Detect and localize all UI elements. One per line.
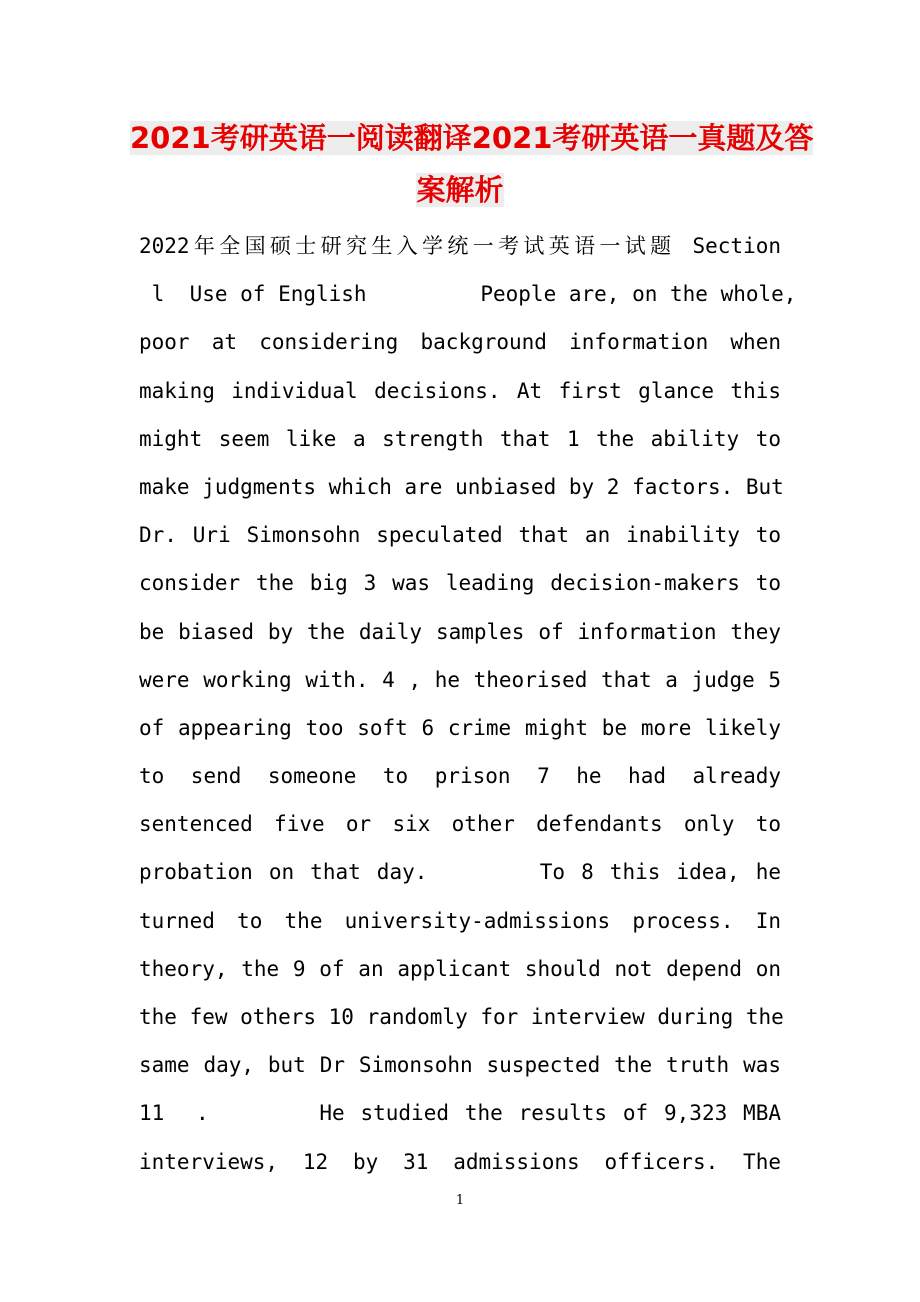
title-line-2: 案解析	[416, 173, 504, 207]
title-line-1: 2021考研英语一阅读翻译2021考研英语一真题及答	[130, 121, 814, 155]
body-line: might seem like a strength that 1 the ability to	[139, 426, 781, 451]
body-line: l Use of English People are, on the whole,	[139, 282, 797, 307]
document-body	[139, 222, 797, 1186]
body-line: be biased by the daily samples of information they	[139, 619, 781, 644]
body-line: turned to the university-admissions process. In	[139, 908, 781, 933]
body-line: to send someone to prison 7 he had already	[139, 764, 781, 789]
body-line: consider the big 3 was leading decision-makers to	[139, 571, 781, 596]
document-title	[130, 112, 814, 216]
body-line: theory, the 9 of an applicant should not depend on	[139, 956, 781, 981]
body-line: make judgments which are unbiased by 2 factors. But	[139, 474, 784, 499]
body-line: interviews, 12 by 31 admissions officers. The	[139, 1149, 781, 1174]
page-number: 1	[455, 1193, 465, 1208]
body-line: poor at considering background information when	[139, 330, 781, 355]
body-line: same day, but Dr Simonsohn suspected the truth was	[139, 1053, 781, 1078]
body-line: probation on that day. To 8 this idea, he	[139, 860, 781, 885]
body-line: 11 . He studied the results of 9,323 MBA	[139, 1101, 781, 1126]
body-line: of appearing too soft 6 crime might be more likely	[139, 715, 781, 740]
body-line: Dr. Uri Simonsohn speculated that an inability to	[139, 523, 781, 548]
body-line: were working with. 4 , he theorised that a judge 5	[139, 667, 781, 692]
body-line: the few others 10 randomly for interview during the	[139, 1005, 784, 1029]
body-line: 2022年全国硕士研究生入学统一考试英语一试题 Section	[139, 234, 781, 258]
body-line: sentenced five or six other defendants only to	[139, 812, 781, 837]
body-line: making individual decisions. At first glance this	[139, 378, 781, 403]
